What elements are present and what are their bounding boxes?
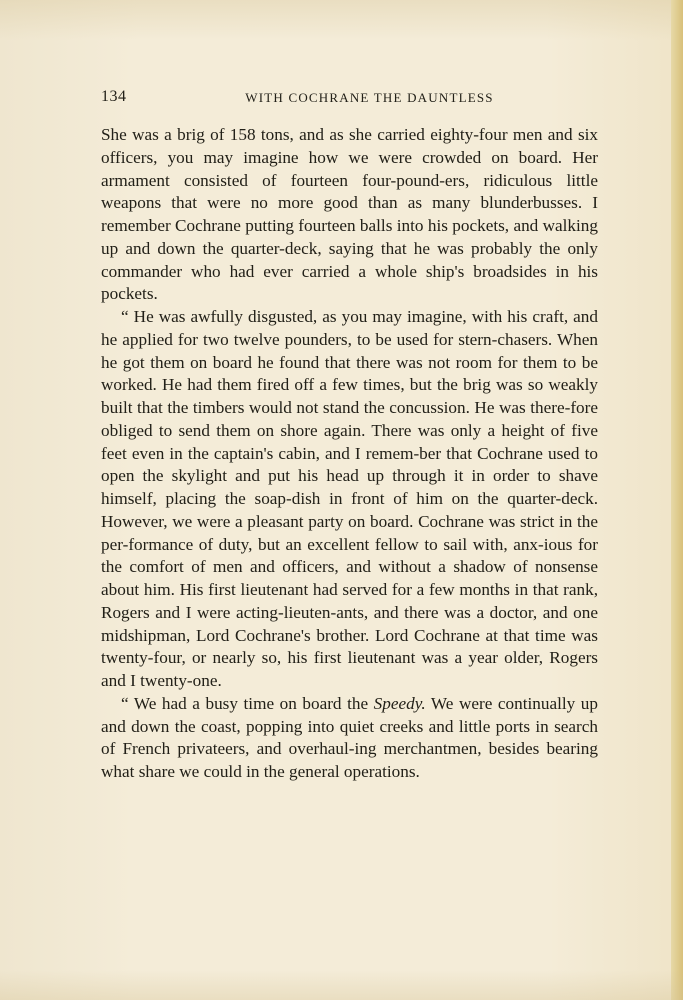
ship-name: Speedy.	[373, 693, 426, 713]
paragraph-3	[101, 693, 598, 784]
page-header	[101, 88, 598, 110]
paragraph-1: She was a brig of 158 tons, and as she carried eighty-four men and six officers, you may imagine how we were crowded on board. Her armament consisted of fourteen four-pound-ers, ridiculous little weapons that were no more good than as many blunderbusses. I remember Cochrane putting fourteen balls into his pockets, and walking up and down the quarter-deck, saying that he was probably the only commander who had ever carried a whole ship's broadsides in his pockets.	[101, 125, 598, 304]
page-number: 134	[101, 88, 127, 105]
paragraph-3-start: “ We had a busy time on board the	[121, 693, 374, 713]
paragraph-3-rest: We were continually up and down the coast, popping into quiet creeks and little ports in search of French privateers, and overhaul-ing merchantmen, besides bearing what share we could in the general operations.	[101, 693, 598, 781]
page-edge	[671, 0, 683, 1000]
page-bottom-shading	[0, 970, 683, 1000]
body-text	[101, 124, 598, 784]
running-head: WITH COCHRANE THE DAUNTLESS	[245, 90, 494, 105]
paragraph-2: “ He was awfully disgusted, as you may imagine, with his craft, and he applied for two twelve pounders, to be used for stern-chasers. When he got them on board he found that there was not room for them to be worked. He had them fired off a few times, but the brig was so weakly built that the timbers would not stand the concussion. He was there-fore obliged to send them on shore again. There was only a height of five feet even in the captain's cabin, and I remem-ber that Cochrane used to open the skylight and put his head up through it in order to shave himself, placing the soap-dish in front of him on the quarter-deck. However, we were a pleasant party on board. Cochrane was strict in the per-formance of duty, but an excellent fellow to sail with, anx-ious for the comfort of men and officers, and without a shadow of nonsense about him. His first lieutenant had served for a few months in that rank, Rogers and I were acting-lieuten-ants, and there was a doctor, and one midshipman, Lord Cochrane's brother. Lord Cochrane at that time was twenty-four, or nearly so, his first lieutenant was a year older, Rogers and I twenty-one.	[101, 307, 598, 690]
page-top-shading	[0, 0, 683, 40]
